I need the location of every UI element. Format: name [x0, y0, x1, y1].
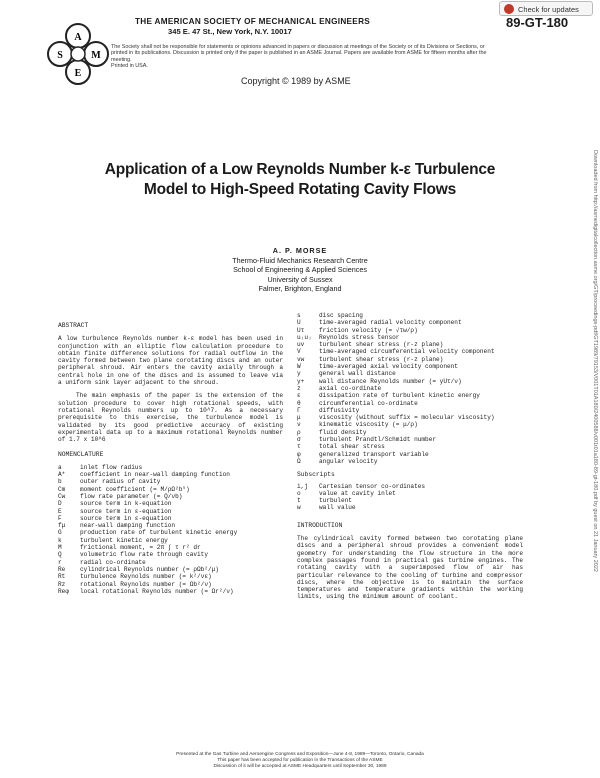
footer — [120, 752, 480, 769]
nomenclature-symbol: θ — [297, 399, 301, 407]
nomenclature-definition: moment coefficient (= M/ρΩ²b⁵) — [80, 485, 190, 493]
nomenclature-definition: flow rate parameter (= Q/νb) — [80, 492, 183, 500]
nomenclature-symbol: φ — [297, 450, 301, 458]
nomenclature-item — [297, 504, 523, 511]
nomenclature-symbol: t — [297, 497, 301, 505]
nomenclature-definition: kinematic viscosity (= μ/ρ) — [319, 421, 418, 429]
abstract-paragraph-2: The main emphasis of the paper is the extension of the solution procedure to cover high rotational speeds, with rotational Reynolds numbers up to 10^7. As a necessary prerequisite to this exercise, the turbulence model is validated by its good predictive accuracy of existing experimental data up to a maximum rotational Reynolds number of 1.7 x 10^6 — [58, 392, 283, 444]
society-name: THE AMERICAN SOCIETY OF MECHANICAL ENGINEERS — [135, 17, 371, 26]
nomenclature-list — [58, 464, 283, 595]
nomenclature-symbol: Rz — [58, 580, 66, 588]
nomenclature-definition: circumferential co-ordinate — [319, 399, 418, 407]
nomenclature-item — [58, 500, 283, 507]
nomenclature-definition: generalized transport variable — [319, 450, 429, 458]
paper-number: 89-GT-180 — [506, 15, 569, 30]
title-line-2: Model to High-Speed Rotating Cavity Flows — [143, 181, 457, 198]
nomenclature-symbol: G — [58, 529, 62, 537]
nomenclature-symbol: fμ — [58, 522, 66, 530]
printed-in-usa: Printed in USA. — [111, 63, 148, 70]
nomenclature-symbol: r — [58, 558, 62, 566]
nomenclature-item — [58, 537, 283, 544]
check-for-updates-label: Check for updates — [518, 5, 579, 14]
nomenclature-definition: turbulence Reynolds number (= k²/νε) — [80, 573, 212, 581]
nomenclature-definition: outer radius of cavity — [80, 478, 161, 486]
nomenclature-item — [58, 544, 283, 551]
download-note-text: Downloaded from http://asmedigitalcollection.asme.org/GT/proceedings-pdf/GT1989/79153/V001T01A180/2400588/v001t01a180-89-gt-180.pdf by guest on 21 January 2022 — [592, 150, 598, 572]
nomenclature-symbol: Rt — [58, 573, 66, 581]
nomenclature-symbol: a — [58, 463, 62, 471]
nomenclature-definition: disc spacing — [319, 312, 363, 319]
nomenclature-symbol: D — [58, 500, 62, 508]
nomenclature-item — [297, 312, 523, 319]
nomenclature-item — [297, 497, 523, 504]
abstract-paragraph-1: A low turbulence Reynolds number k-ε model has been used in conjunction with an elliptic flow calculation procedure to obtain finite difference solutions for radial outflow in the cavity formed between two plane corotating discs and an outer peripheral shroud. Air enters the cavity axially through a central hole in one of the discs and is assumed to leave via a uniform sink layer adjacent to the shroud. — [58, 335, 283, 387]
nomenclature-item — [297, 451, 523, 458]
paper-title — [70, 160, 530, 200]
logo-letter-s: S — [57, 50, 63, 61]
nomenclature-item — [297, 429, 523, 436]
nomenclature-item — [297, 327, 523, 334]
nomenclature-item — [58, 581, 283, 588]
nomenclature-item — [297, 385, 523, 392]
crossmark-icon — [504, 4, 514, 14]
nomenclature-definition: time-averaged axial velocity component — [319, 363, 458, 371]
nomenclature-definition: volumetric flow rate through cavity — [80, 551, 208, 559]
nomenclature-definition: radial co-ordinate — [80, 558, 146, 566]
nomenclature-item — [58, 493, 283, 500]
nomenclature-item — [297, 378, 523, 385]
nomenclature-definition: wall distance Reynolds number (= yUτ/ν) — [319, 377, 462, 385]
footer-line: Discussion of it will be accepted at ASME Headquarters until September 30, 1989 — [213, 763, 387, 769]
nomenclature-definition: angular velocity — [319, 457, 378, 465]
nomenclature-symbol: y — [297, 370, 301, 378]
introduction-heading: INTRODUCTION — [297, 521, 343, 529]
nomenclature-definition: total shear stress — [319, 443, 385, 451]
nomenclature-item — [297, 348, 523, 355]
nomenclature-definition: near-wall damping function — [80, 522, 176, 530]
nomenclature-symbol: o — [297, 489, 301, 497]
nomenclature-symbol: i,j — [297, 482, 308, 490]
author-block — [150, 246, 450, 294]
nomenclature-symbol: Ω — [297, 457, 301, 465]
nomenclature-symbol: Re — [58, 565, 66, 573]
nomenclature-definition: general wall distance — [319, 370, 396, 378]
nomenclature-item — [297, 319, 523, 326]
nomenclature-symbol: w — [297, 504, 301, 512]
nomenclature-symbol: uᵢuⱼ — [297, 333, 312, 341]
nomenclature-item — [297, 436, 523, 443]
nomenclature-symbol: A* — [58, 471, 66, 479]
nomenclature-item — [297, 458, 523, 465]
nomenclature-symbol: M — [58, 544, 62, 552]
footer-line: This paper has been accepted for publication in the Transactions of the ASME — [217, 757, 383, 763]
download-side-note — [588, 150, 600, 770]
logo-letter-m: M — [91, 50, 101, 61]
author-name: A. P. MORSE — [272, 246, 328, 255]
nomenclature-definition: inlet flow radius — [80, 463, 143, 471]
affiliation-line: School of Engineering & Applied Sciences — [233, 265, 367, 275]
nomenclature-definition: coefficient in near-wall damping function — [80, 471, 230, 479]
nomenclature-symbol: Reφ — [58, 587, 69, 595]
abstract-heading: ABSTRACT — [58, 322, 89, 329]
nomenclature-item — [58, 478, 283, 485]
nomenclature-definition: source term in k-equation — [80, 500, 172, 508]
nomenclature-item — [58, 588, 283, 595]
nomenclature-item — [58, 551, 283, 558]
nomenclature-definition: cylindrical Reynolds number (= ρΩb²/μ) — [80, 565, 219, 573]
nomenclature-item — [297, 400, 523, 407]
nomenclature-item — [297, 392, 523, 399]
nomenclature-definition: fluid density — [319, 428, 367, 436]
nomenclature-definition: friction velocity (= √τw/ρ) — [319, 326, 418, 334]
nomenclature-symbol: σ — [297, 436, 301, 444]
nomenclature-item — [58, 515, 283, 522]
nomenclature-item — [58, 559, 283, 566]
notice-text: The Society shall not be responsible for statements or opinions advanced in papers or discussion at meetings of the Society or of its Divisions or Sections, or printed in its publications. Discussion is printed only if the paper is published in an ASME Journal. Papers are available from ASME for fifteen months after the meeting. — [111, 44, 487, 63]
nomenclature-symbol: τ — [297, 443, 301, 451]
nomenclature-symbol: V — [297, 348, 301, 356]
title-line-1: Application of a Low Reynolds Number k-ε Turbulence — [104, 161, 496, 178]
asme-logo — [46, 22, 110, 86]
subscripts-heading: Subscripts — [297, 471, 335, 479]
copyright: Copyright © 1989 by ASME — [241, 76, 351, 86]
subscripts-list — [297, 483, 523, 512]
nomenclature-definition: local rotational Reynolds number (= Ωr²/ν) — [80, 587, 234, 595]
nomenclature-definition: viscosity (without suffix = molecular viscosity) — [319, 414, 495, 422]
nomenclature-item — [297, 414, 523, 421]
nomenclature-definition: Cartesian tensor co-ordinates — [319, 482, 426, 490]
nomenclature-item — [297, 443, 523, 450]
nomenclature-item — [58, 566, 283, 573]
nomenclature-definition: source term in ε-equation — [80, 507, 172, 515]
nomenclature-symbol: k — [58, 536, 62, 544]
affiliation-line: Thermo-Fluid Mechanics Research Centre — [232, 255, 368, 265]
nomenclature-item — [297, 356, 523, 363]
disclaimer-notice — [111, 44, 496, 70]
introduction-paragraph: The cylindrical cavity formed between two corotating plane discs and a peripheral shroud provides a convenient model geometry for understanding the flow structure in the more complex passages found in practical gas turbine engines. The rotating cavity with a superimposed flow of air has particular relevance to the cooling of turbine and compressor discs, where the objective is to maintain the surface temperatures and temperature gradients within the working limits, using the minimum amount of coolant. — [297, 535, 523, 601]
nomenclature-item — [58, 471, 283, 478]
nomenclature-item — [297, 363, 523, 370]
nomenclature-symbol: ε — [297, 392, 301, 400]
nomenclature-item — [58, 464, 283, 471]
nomenclature-symbol: Q — [58, 551, 62, 559]
nomenclature-symbol: Cm — [58, 485, 66, 493]
nomenclature-definition: turbulent Prandtl/Schmidt number — [319, 436, 437, 444]
nomenclature-definition: turbulent kinetic energy — [80, 536, 168, 544]
nomenclature-item — [297, 421, 523, 428]
nomenclature-item — [58, 529, 283, 536]
nomenclature-item — [297, 407, 523, 414]
nomenclature-symbol: μ — [297, 414, 301, 422]
nomenclature-definition: frictional moment, = 2π ∫ τ r² dr — [80, 544, 201, 552]
nomenclature-item — [58, 508, 283, 515]
nomenclature-symbol: ν — [297, 421, 301, 429]
nomenclature-definition: source term in ε-equation — [80, 514, 172, 522]
nomenclature-item — [58, 522, 283, 529]
nomenclature-item — [58, 486, 283, 493]
nomenclature-definition: diffusivity — [319, 406, 360, 414]
nomenclature-symbol: F — [58, 514, 62, 522]
nomenclature-definition: time-averaged circumferential velocity component — [319, 348, 495, 356]
nomenclature-item — [297, 483, 523, 490]
nomenclature-item — [297, 334, 523, 341]
left-column — [58, 322, 283, 595]
nomenclature-symbol: s — [297, 312, 301, 319]
nomenclature-symbol: ρ — [297, 428, 301, 436]
nomenclature-definition: axial co-ordinate — [319, 384, 382, 392]
nomenclature-definition: dissipation rate of turbulent kinetic energy — [319, 392, 480, 400]
nomenclature-item — [297, 490, 523, 497]
logo-letter-e: E — [74, 68, 82, 79]
nomenclature-definition: turbulent — [319, 497, 352, 505]
society-address: 345 E. 47 St., New York, N.Y. 10017 — [168, 27, 292, 36]
nomenclature-item — [58, 573, 283, 580]
nomenclature-list-continued — [297, 312, 523, 465]
nomenclature-symbol: Cw — [58, 492, 66, 500]
affiliation-line: Falmer, Brighton, England — [258, 284, 342, 294]
nomenclature-symbol: y+ — [297, 377, 305, 385]
nomenclature-definition: time-averaged radial velocity component — [319, 319, 462, 327]
footer-line: Presented at the Gas Turbine and Aeroengine Congress and Exposition—June 4-8, 1989—Toronto, Ontario, Canada — [176, 752, 424, 757]
nomenclature-symbol: z — [297, 384, 301, 392]
nomenclature-symbol: Γ — [297, 406, 301, 414]
nomenclature-definition: production rate of turbulent kinetic energy — [80, 529, 238, 537]
nomenclature-symbol: b — [58, 478, 62, 486]
logo-letter-a: A — [74, 32, 82, 43]
nomenclature-item — [297, 370, 523, 377]
nomenclature-definition: rotational Reynolds number (= Ωb²/ν) — [80, 580, 212, 588]
nomenclature-definition: value at cavity inlet — [319, 489, 396, 497]
affiliation-line: University of Sussex — [267, 274, 333, 284]
nomenclature-symbol: uv — [297, 341, 305, 349]
nomenclature-symbol: vw — [297, 355, 305, 363]
right-column — [297, 312, 523, 601]
check-for-updates-button[interactable] — [499, 1, 593, 16]
nomenclature-symbol: U — [297, 319, 301, 327]
nomenclature-definition: turbulent shear stress (r-z plane) — [319, 355, 444, 363]
nomenclature-symbol: W — [297, 363, 301, 371]
nomenclature-item — [297, 341, 523, 348]
nomenclature-symbol: Uτ — [297, 326, 305, 334]
nomenclature-definition: wall value — [319, 504, 356, 512]
nomenclature-symbol: E — [58, 507, 62, 515]
nomenclature-definition: turbulent shear stress (r-z plane) — [319, 341, 444, 349]
nomenclature-heading: NOMENCLATURE — [58, 451, 104, 459]
nomenclature-definition: Reynolds stress tensor — [319, 333, 400, 341]
